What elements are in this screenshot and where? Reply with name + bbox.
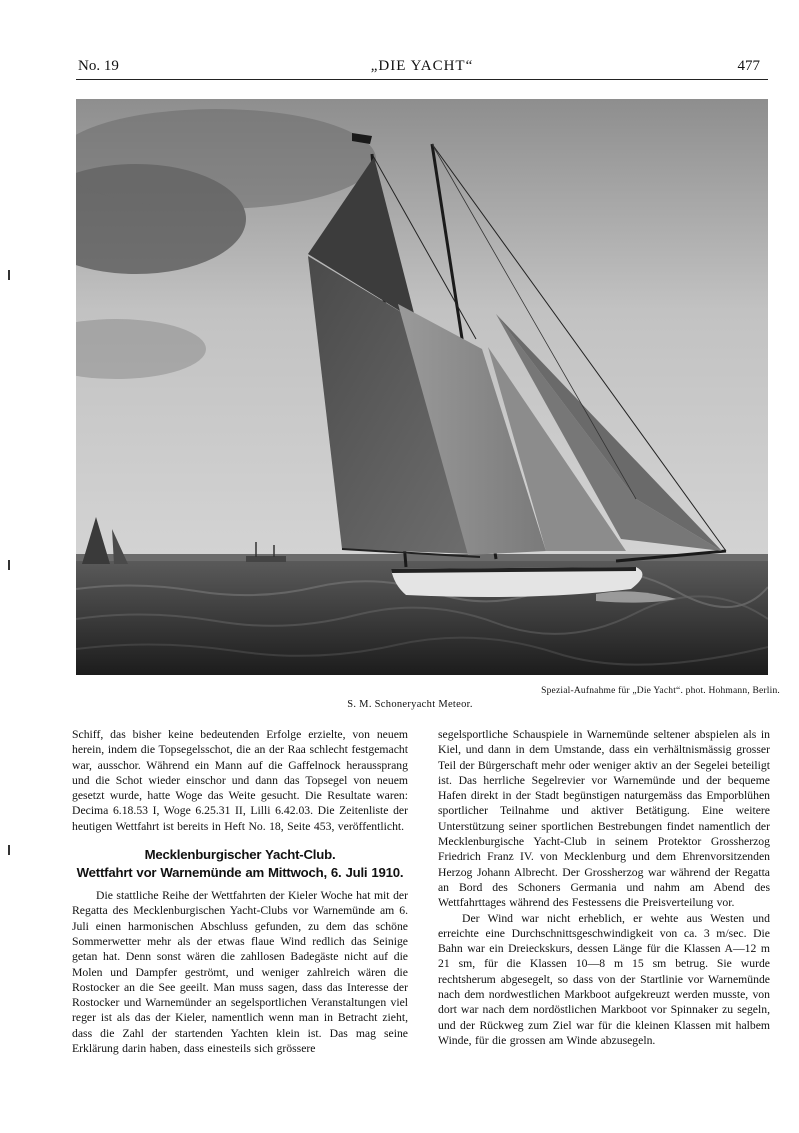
header-rule	[76, 79, 768, 80]
issue-number: No. 19	[78, 58, 119, 74]
right-column	[438, 727, 770, 1048]
intro-paragraph: Schiff, das bisher keine bedeutenden Erfolge erzielte, von neuem herein, indem die Topsegelsschot, die an der Raa schlecht festgemacht war, ausschor. Während ein Mann auf die Gaffelnock heraussprang und die Schot wieder einschor und dann das Topsegel von neuem gesetzt wurde, hatte Woge das Weite gesucht. Die Resultate waren: Decima 6.18.53 I, Woge 6.25.31 II, Lilli 6.42.03. Die Zeitenliste der heutigen Wettfahrt ist bereits in Heft No. 18, Seite 453, veröffentlicht.	[72, 728, 408, 833]
article-paragraph: Die stattliche Reihe der Wettfahrten der Kieler Woche hat mit der Regatta des Mecklenburgischen Yacht-Clubs vor Warnemünde am 6. Juli einen harmonischen Abschluss gefunden, zu dem das schöne Sommerwetter mehr als der etwas flaue Wind redlich das Seinige getan hat. Denn sonst wären die zahllosen Badegäste nicht auf die Molen und Dampfer geströmt, und weniger zahlreich wären die Rostocker an die See geeilt. Man muss sagen, dass das Interesse der Rostocker und Warnemünder an segelsportlichen Veranstaltungen viel reger ist als das der Kieler, namentlich wenn man in Betracht zieht, dass die Zahl der startenden Yachten klein ist. Das mag seine Erklärung darin haben, dass einesteils sich grössere	[72, 889, 408, 1056]
margin-mark	[8, 845, 10, 855]
section-heading-club: Mecklenburgischer Yacht-Club.	[144, 847, 336, 863]
margin-mark	[8, 560, 10, 570]
magazine-title: „DIE YACHT“	[370, 58, 474, 74]
article-paragraph-continued: segelsportliche Schauspiele in Warnemünde seltener abspielen als in Kiel, und dann in dem Umstande, dass ein verhältnismässig grosser Teil der Bürgerschaft mehr oder weniger aktiv an der Segelei beteiligt ist. Das herrliche Segelrevier vor Warnemünde und der bequeme Hafen direkt in der Stadt begünstigen naturgemäss das Emporblühen sportlicher Teilnahme und aktiver Betätigung. Eine weitere Unterstützung seiner sportlichen Bestrebungen findet namentlich der Mecklenburgische Yacht-Club in seinem Protektor Grossherzog Friedrich Franz IV. von Mecklenburg und dem Ehrenvorsitzenden Herzog Johann Albrecht. Der Grossherzog war während der Regatta an Bord des Schoners Germania und nahm am Abend des Wettfahrttages während des Festessens die Preisverteilung vor.	[438, 728, 770, 910]
photo-credit: Spezial-Aufnahme für „Die Yacht“. phot. Hohmann, Berlin.	[541, 686, 780, 696]
schooner-photograph	[76, 99, 768, 675]
article-paragraph: Der Wind war nicht erheblich, er wehte aus Westen und erreichte eine Durchschnittsgeschwindigkeit von ca. 3 m/sec. Die Bahn war ein Dreieckskurs, dessen Länge für die Klassen A—12 m 21 sm, für die Klassen 10—8 m 15 sm betrug. Sie wurde rechtsherum abgesegelt, so dass von der Startlinie vor Warnemünde nach dem nordwestlichen Markboot aufgekreuzt werden musste, von dort war nach dem nordöstlichen Markboot vor Spinnaker zu segeln, und der Rückweg zum Ziel war für die kleinen Klassen mit halbem Winde, für die grossen am Winde abzusegeln.	[438, 911, 770, 1047]
page-number: 477	[737, 58, 760, 74]
margin-mark	[8, 270, 10, 280]
page-header	[76, 56, 768, 80]
left-column	[72, 727, 408, 1056]
photo-caption: S. M. Schoneryacht Meteor.	[347, 699, 473, 710]
section-heading-race: Wettfahrt vor Warnemünde am Mittwoch, 6. Juli 1910.	[76, 865, 404, 881]
